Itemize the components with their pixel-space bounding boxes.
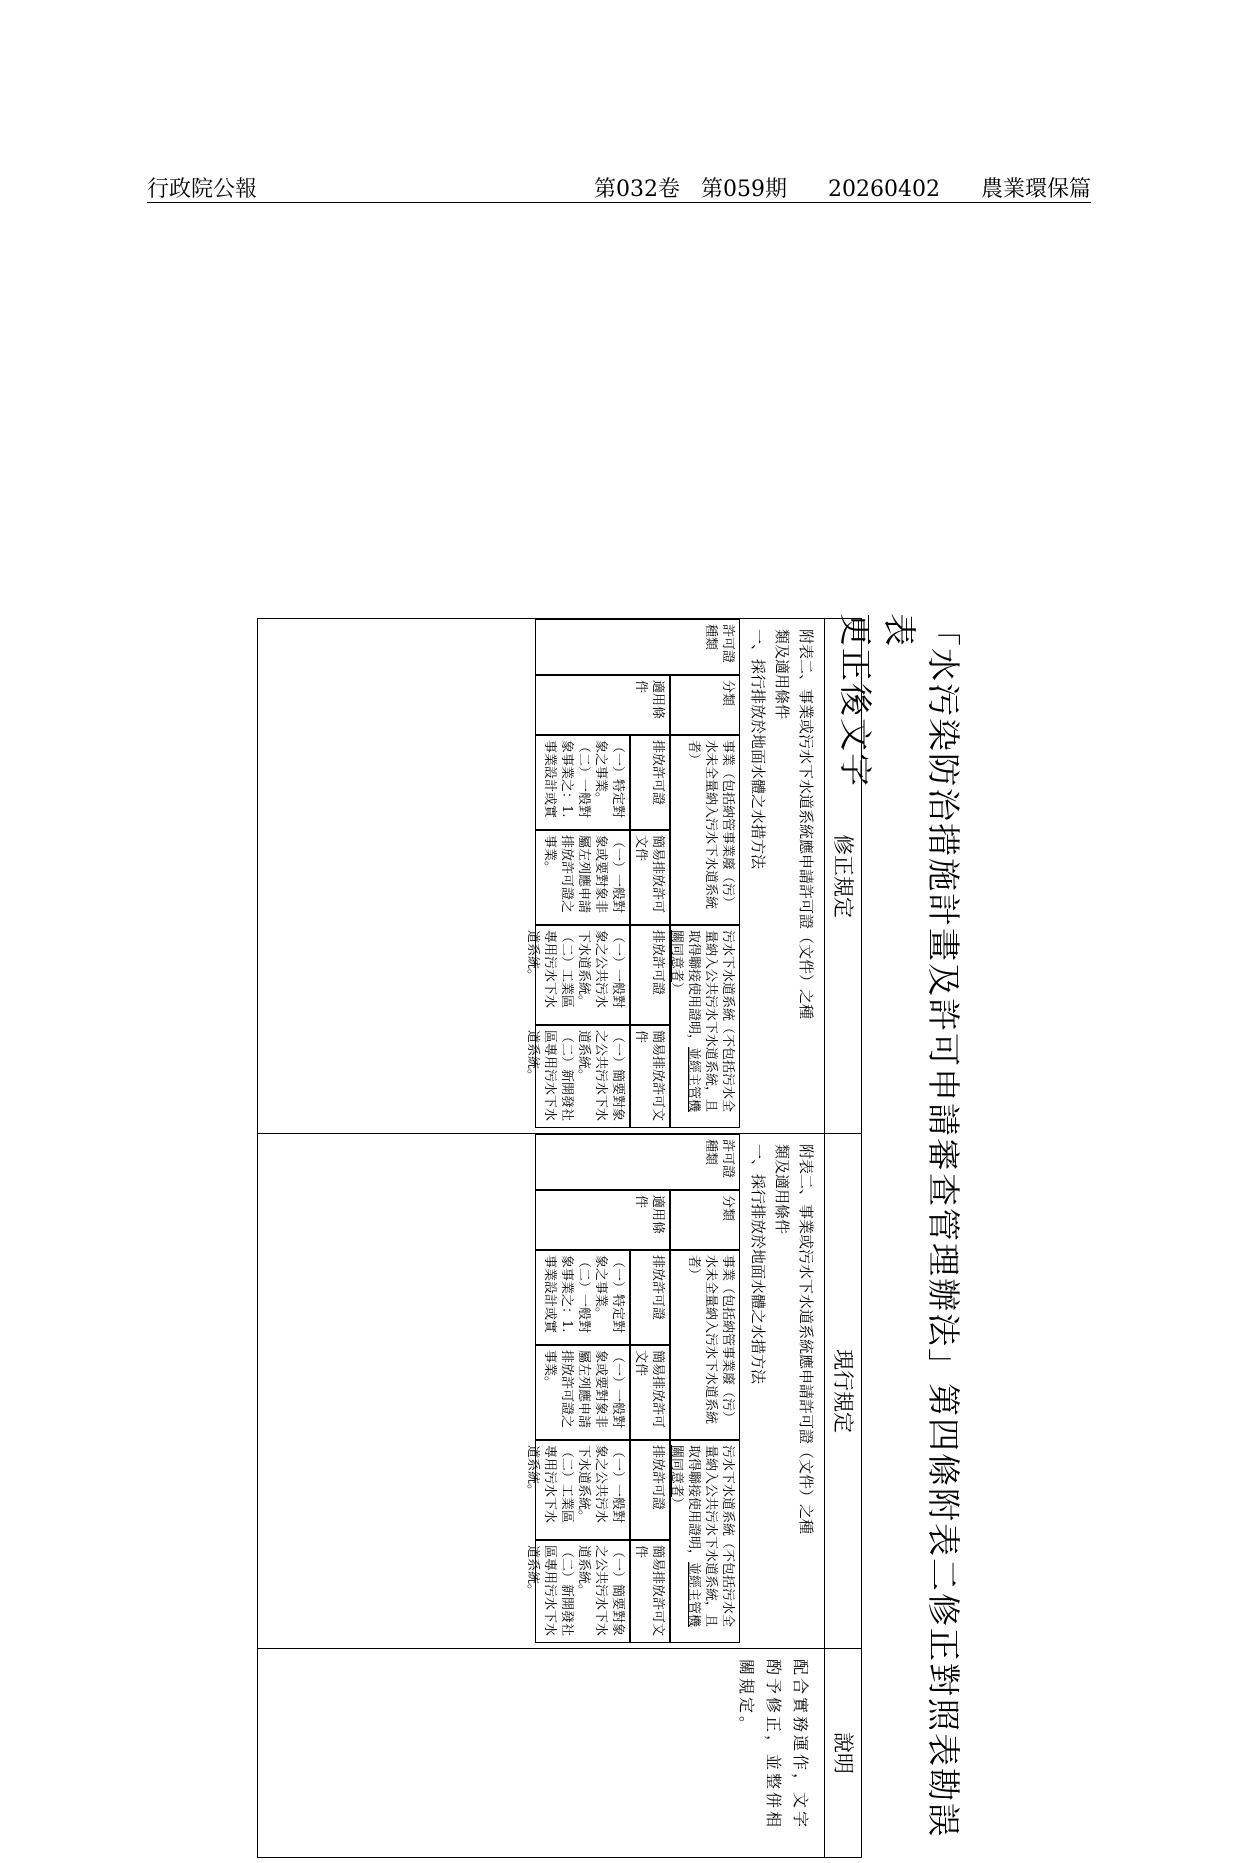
- issue-number: 第059期: [701, 177, 787, 202]
- revised-intro: 附表二、事業或污水下水道系統應申請許可證（文件）之種 類及適用條件 一、採行排放於地面水體之水措方法: [749, 629, 815, 1020]
- current-grid: 分類 事業（包括納管事業廢（污）水未全量納入污水下水道系統者） 污水下水道系統（不包括污水全量納入公共污水下水道系統，且取得聯接使用證明，並經主管機關同意者） 許可證種類 適用條件 排放許可證 簡易排放許可文件 排放許可證 簡易排放許可文件 （一）特定對象之事業。 （二）一般對象事業之：1.事業設計或實 （一）一般對象或要對象非屬左列應申請排放許可證之事業。 （一）一般對象之公共污水下水道系統。 （二）工業區專用污水下水道系統。 （一）簡要對象之公共污水下水道系統。 （二）新開發社區專用污水下水道系統。: [258, 1134, 740, 1648]
- revised-grid: 分類 事業（包括納管事業廢（污）水未全量納入污水下水道系統者） 污水下水道系統（不包括污水全量納入公共污水下水道系統，且取得聯接使用證明，並經主管機關同意者） 許可證種類 適用條件 排放許可證 簡易排放許可文件 排放許可證 簡易排放許可文件 （一）特定對象之事業。 （二）一般對象事業之：1.事業設計或實 （一）一般對象或要對象非屬左列應申請排放許可證之事業。 （一）一般對象之公共污水下水道系統。 （二）工業區專用污水下水道系統。 （一）簡要對象之公共污水下水道系統。 （二）新開發社區專用污水下水道系統。: [258, 619, 740, 1133]
- title-line-2: 更正後文字: [836, 613, 875, 788]
- current-header: 現行規定: [824, 1134, 861, 1648]
- volume-number: 第032卷: [594, 177, 680, 202]
- current-intro: 附表二、事業或污水下水道系統應申請許可證（文件）之種 類及適用條件 一、採行排放於地面水體之水措方法: [749, 1144, 815, 1535]
- section-name: 農業環保篇: [980, 177, 1091, 202]
- revised-header: 修正規定: [824, 619, 861, 1133]
- explanation-text: 配合實務運作，文字酌予修正，並整併相關規定。: [737, 1659, 810, 1831]
- title-line-1: 「水污染防治措施計畫及許可申請審查管理辦法」第四條附表二修正對照表勘誤表: [880, 613, 963, 1838]
- revised-column: [258, 619, 861, 1134]
- publication-name: 行政院公報: [147, 177, 258, 202]
- current-column: [258, 1134, 861, 1649]
- explanation-column: [258, 1649, 861, 1857]
- explanation-header: 說明: [824, 1649, 861, 1857]
- comparison-table: [257, 618, 862, 1858]
- landscape-page: [230, 613, 970, 1863]
- publication-date: 20260402: [828, 177, 940, 202]
